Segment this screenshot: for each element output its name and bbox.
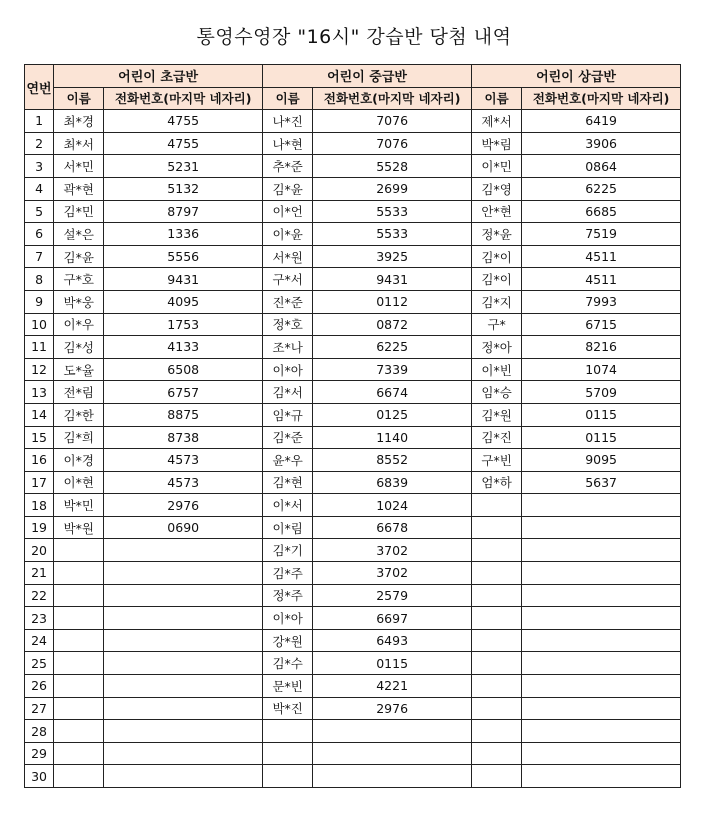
intermediate-phone-cell xyxy=(313,720,472,743)
row-number-cell: 11 xyxy=(25,336,54,359)
advanced-phone-cell xyxy=(522,584,681,607)
beginner-name-cell: 이*우 xyxy=(54,313,104,336)
row-number-cell: 21 xyxy=(25,562,54,585)
table-row xyxy=(25,110,681,133)
advanced-name-cell xyxy=(472,584,522,607)
advanced-phone-cell: 7519 xyxy=(522,223,681,246)
intermediate-phone-cell: 5533 xyxy=(313,223,472,246)
beginner-name-cell: 도*율 xyxy=(54,358,104,381)
beginner-phone-cell xyxy=(104,742,263,765)
beginner-name-cell xyxy=(54,697,104,720)
table-row xyxy=(25,675,681,698)
table-row xyxy=(25,426,681,449)
advanced-name-cell: 제*서 xyxy=(472,110,522,133)
row-number-cell: 29 xyxy=(25,742,54,765)
advanced-name-cell: 구*빈 xyxy=(472,449,522,472)
advanced-phone-cell: 6419 xyxy=(522,110,681,133)
row-number-cell: 9 xyxy=(25,290,54,313)
table-row xyxy=(25,471,681,494)
group-header-intermediate: 어린이 중급반 xyxy=(263,65,472,88)
advanced-name-cell xyxy=(472,516,522,539)
beginner-name-cell xyxy=(54,584,104,607)
advanced-phone-cell xyxy=(522,494,681,517)
table-row xyxy=(25,313,681,336)
advanced-name-cell xyxy=(472,765,522,788)
beginner-name-cell: 김*민 xyxy=(54,200,104,223)
intermediate-name-cell: 문*빈 xyxy=(263,675,313,698)
advanced-phone-cell: 9095 xyxy=(522,449,681,472)
beginner-phone-cell: 2976 xyxy=(104,494,263,517)
intermediate-phone-cell: 6839 xyxy=(313,471,472,494)
intermediate-phone-cell: 6674 xyxy=(313,381,472,404)
advanced-phone-cell: 0115 xyxy=(522,403,681,426)
row-number-cell: 22 xyxy=(25,584,54,607)
row-number-cell: 10 xyxy=(25,313,54,336)
row-number-cell: 12 xyxy=(25,358,54,381)
row-number-cell: 6 xyxy=(25,223,54,246)
advanced-name-cell xyxy=(472,539,522,562)
row-number-cell: 25 xyxy=(25,652,54,675)
advanced-name-cell: 이*빈 xyxy=(472,358,522,381)
advanced-phone-cell: 4511 xyxy=(522,268,681,291)
beginner-phone-cell: 4095 xyxy=(104,290,263,313)
beginner-name-cell: 박*원 xyxy=(54,516,104,539)
beginner-name-cell: 김*성 xyxy=(54,336,104,359)
beginner-name-cell xyxy=(54,629,104,652)
intermediate-phone-cell: 1024 xyxy=(313,494,472,517)
beginner-phone-cell xyxy=(104,720,263,743)
advanced-name-cell xyxy=(472,652,522,675)
beginner-phone-cell: 4573 xyxy=(104,449,263,472)
advanced-name-cell: 정*아 xyxy=(472,336,522,359)
beginner-name-cell xyxy=(54,675,104,698)
advanced-name-cell xyxy=(472,720,522,743)
row-number-cell: 30 xyxy=(25,765,54,788)
beginner-phone-cell: 1336 xyxy=(104,223,263,246)
intermediate-phone-cell: 9431 xyxy=(313,268,472,291)
advanced-phone-cell: 7993 xyxy=(522,290,681,313)
intermediate-phone-cell: 6493 xyxy=(313,629,472,652)
beginner-name-cell xyxy=(54,607,104,630)
beginner-phone-cell xyxy=(104,539,263,562)
row-number-cell: 14 xyxy=(25,403,54,426)
row-number-cell: 20 xyxy=(25,539,54,562)
beginner-phone-cell xyxy=(104,697,263,720)
intermediate-phone-cell: 6697 xyxy=(313,607,472,630)
row-number-cell: 16 xyxy=(25,449,54,472)
intermediate-phone-cell: 3702 xyxy=(313,562,472,585)
intermediate-name-cell: 이*아 xyxy=(263,607,313,630)
row-number-cell: 28 xyxy=(25,720,54,743)
advanced-name-cell xyxy=(472,629,522,652)
beginner-phone-cell: 0690 xyxy=(104,516,263,539)
beginner-phone-cell: 6757 xyxy=(104,381,263,404)
table-row xyxy=(25,629,681,652)
advanced-phone-cell: 5637 xyxy=(522,471,681,494)
advanced-phone-cell xyxy=(522,765,681,788)
advanced-name-cell: 이*민 xyxy=(472,155,522,178)
beginner-name-cell: 최*경 xyxy=(54,110,104,133)
advanced-name-cell xyxy=(472,494,522,517)
table-row xyxy=(25,132,681,155)
beginner-name-cell: 서*민 xyxy=(54,155,104,178)
advanced-phone-cell xyxy=(522,675,681,698)
intermediate-phone-cell xyxy=(313,765,472,788)
beginner-phone-cell: 4573 xyxy=(104,471,263,494)
intermediate-phone-cell: 8552 xyxy=(313,449,472,472)
intermediate-name-cell: 정*주 xyxy=(263,584,313,607)
row-number-cell: 2 xyxy=(25,132,54,155)
advanced-phone-cell xyxy=(522,562,681,585)
table-row xyxy=(25,223,681,246)
table-row xyxy=(25,449,681,472)
intermediate-name-cell: 김*준 xyxy=(263,426,313,449)
advanced-name-cell xyxy=(472,562,522,585)
intermediate-phone-cell: 3925 xyxy=(313,245,472,268)
beginner-phone-cell: 6508 xyxy=(104,358,263,381)
row-number-cell: 13 xyxy=(25,381,54,404)
intermediate-name-cell: 임*규 xyxy=(263,403,313,426)
intermediate-name-cell: 정*호 xyxy=(263,313,313,336)
intermediate-name-cell: 김*윤 xyxy=(263,177,313,200)
intermediate-name-cell: 강*원 xyxy=(263,629,313,652)
advanced-phone-cell xyxy=(522,720,681,743)
intermediate-name-cell: 김*수 xyxy=(263,652,313,675)
advanced-phone-cell xyxy=(522,652,681,675)
beginner-name-cell: 전*림 xyxy=(54,381,104,404)
row-number-cell: 1 xyxy=(25,110,54,133)
beginner-name-cell xyxy=(54,720,104,743)
intermediate-phone-cell: 1140 xyxy=(313,426,472,449)
intermediate-name-cell: 김*기 xyxy=(263,539,313,562)
beginner-phone-cell: 8875 xyxy=(104,403,263,426)
beginner-phone-cell xyxy=(104,607,263,630)
intermediate-name-cell: 나*진 xyxy=(263,110,313,133)
table-row xyxy=(25,584,681,607)
beginner-phone-cell xyxy=(104,584,263,607)
intermediate-name-cell: 진*준 xyxy=(263,290,313,313)
intermediate-phone-cell: 2579 xyxy=(313,584,472,607)
row-number-cell: 4 xyxy=(25,177,54,200)
intermediate-phone-cell: 4221 xyxy=(313,675,472,698)
table-row xyxy=(25,245,681,268)
table-row xyxy=(25,200,681,223)
advanced-phone-cell xyxy=(522,607,681,630)
group-header-beginner: 어린이 초급반 xyxy=(54,65,263,88)
beginner-phone-cell xyxy=(104,562,263,585)
row-number-cell: 18 xyxy=(25,494,54,517)
row-number-cell: 7 xyxy=(25,245,54,268)
advanced-name-cell xyxy=(472,742,522,765)
table-row xyxy=(25,607,681,630)
beginner-name-cell: 박*민 xyxy=(54,494,104,517)
beginner-name-cell: 김*희 xyxy=(54,426,104,449)
table-row xyxy=(25,403,681,426)
row-number-cell: 23 xyxy=(25,607,54,630)
beginner-phone-cell: 4755 xyxy=(104,110,263,133)
advanced-name-cell xyxy=(472,607,522,630)
beginner-name-cell xyxy=(54,539,104,562)
intermediate-phone-cell: 0872 xyxy=(313,313,472,336)
intermediate-name-cell: 이*림 xyxy=(263,516,313,539)
intermediate-phone-cell: 2699 xyxy=(313,177,472,200)
beginner-name-cell: 이*현 xyxy=(54,471,104,494)
row-number-cell: 17 xyxy=(25,471,54,494)
beginner-phone-cell: 1753 xyxy=(104,313,263,336)
row-number-cell: 19 xyxy=(25,516,54,539)
intermediate-name-cell xyxy=(263,742,313,765)
beginner-name-cell xyxy=(54,562,104,585)
advanced-name-cell: 엄*하 xyxy=(472,471,522,494)
table-row xyxy=(25,494,681,517)
table-row xyxy=(25,155,681,178)
advanced-name-cell: 김*이 xyxy=(472,268,522,291)
advanced-name-cell xyxy=(472,675,522,698)
advanced-phone-cell: 8216 xyxy=(522,336,681,359)
advanced-phone-cell: 4511 xyxy=(522,245,681,268)
table-row xyxy=(25,697,681,720)
phone-column-header: 전화번호(마지막 네자리) xyxy=(313,87,472,110)
beginner-name-cell xyxy=(54,742,104,765)
beginner-phone-cell: 5231 xyxy=(104,155,263,178)
name-column-header: 이름 xyxy=(263,87,313,110)
advanced-name-cell: 김*이 xyxy=(472,245,522,268)
intermediate-name-cell: 추*준 xyxy=(263,155,313,178)
intermediate-phone-cell xyxy=(313,742,472,765)
page-title: 통영수영장 "16시" 강습반 당첨 내역 xyxy=(196,26,512,48)
lottery-results-table xyxy=(24,64,681,788)
name-column-header: 이름 xyxy=(472,87,522,110)
advanced-name-cell: 김*영 xyxy=(472,177,522,200)
table-row xyxy=(25,358,681,381)
intermediate-name-cell: 서*원 xyxy=(263,245,313,268)
advanced-phone-cell xyxy=(522,539,681,562)
advanced-name-cell: 정*윤 xyxy=(472,223,522,246)
row-number-cell: 3 xyxy=(25,155,54,178)
intermediate-phone-cell: 0115 xyxy=(313,652,472,675)
beginner-name-cell: 설*은 xyxy=(54,223,104,246)
row-number-cell: 5 xyxy=(25,200,54,223)
advanced-name-cell xyxy=(472,697,522,720)
table-row xyxy=(25,765,681,788)
intermediate-name-cell: 김*서 xyxy=(263,381,313,404)
beginner-name-cell: 구*호 xyxy=(54,268,104,291)
advanced-phone-cell: 0115 xyxy=(522,426,681,449)
advanced-phone-cell: 5709 xyxy=(522,381,681,404)
beginner-name-cell: 김*한 xyxy=(54,403,104,426)
intermediate-name-cell: 김*현 xyxy=(263,471,313,494)
table-row xyxy=(25,177,681,200)
intermediate-name-cell: 나*현 xyxy=(263,132,313,155)
table-row xyxy=(25,381,681,404)
intermediate-phone-cell: 7339 xyxy=(313,358,472,381)
beginner-phone-cell: 9431 xyxy=(104,268,263,291)
table-row xyxy=(25,742,681,765)
intermediate-phone-cell: 0125 xyxy=(313,403,472,426)
row-number-cell: 24 xyxy=(25,629,54,652)
intermediate-phone-cell: 7076 xyxy=(313,132,472,155)
intermediate-phone-cell: 7076 xyxy=(313,110,472,133)
table-row xyxy=(25,336,681,359)
intermediate-name-cell: 이*서 xyxy=(263,494,313,517)
table-row xyxy=(25,539,681,562)
row-number-cell: 26 xyxy=(25,675,54,698)
advanced-name-cell: 김*지 xyxy=(472,290,522,313)
phone-column-header: 전화번호(마지막 네자리) xyxy=(104,87,263,110)
beginner-phone-cell xyxy=(104,765,263,788)
advanced-name-cell: 박*림 xyxy=(472,132,522,155)
advanced-phone-cell: 6225 xyxy=(522,177,681,200)
beginner-phone-cell: 8797 xyxy=(104,200,263,223)
table-row xyxy=(25,516,681,539)
advanced-phone-cell xyxy=(522,629,681,652)
beginner-name-cell: 박*웅 xyxy=(54,290,104,313)
advanced-name-cell: 안*현 xyxy=(472,200,522,223)
table-row xyxy=(25,720,681,743)
row-number-header: 연번 xyxy=(25,65,54,110)
advanced-name-cell: 임*승 xyxy=(472,381,522,404)
intermediate-name-cell: 조*나 xyxy=(263,336,313,359)
intermediate-name-cell: 구*서 xyxy=(263,268,313,291)
intermediate-name-cell: 김*주 xyxy=(263,562,313,585)
advanced-name-cell: 김*원 xyxy=(472,403,522,426)
intermediate-phone-cell: 2976 xyxy=(313,697,472,720)
advanced-phone-cell xyxy=(522,742,681,765)
beginner-name-cell xyxy=(54,652,104,675)
beginner-phone-cell xyxy=(104,652,263,675)
intermediate-name-cell: 이*언 xyxy=(263,200,313,223)
phone-column-header: 전화번호(마지막 네자리) xyxy=(522,87,681,110)
table-row xyxy=(25,268,681,291)
advanced-phone-cell: 6685 xyxy=(522,200,681,223)
beginner-phone-cell: 5556 xyxy=(104,245,263,268)
advanced-phone-cell xyxy=(522,516,681,539)
beginner-name-cell: 최*서 xyxy=(54,132,104,155)
intermediate-name-cell: 이*아 xyxy=(263,358,313,381)
intermediate-phone-cell: 5533 xyxy=(313,200,472,223)
beginner-name-cell: 곽*현 xyxy=(54,177,104,200)
beginner-phone-cell xyxy=(104,675,263,698)
advanced-phone-cell: 1074 xyxy=(522,358,681,381)
intermediate-phone-cell: 0112 xyxy=(313,290,472,313)
intermediate-phone-cell: 6678 xyxy=(313,516,472,539)
intermediate-phone-cell: 5528 xyxy=(313,155,472,178)
intermediate-name-cell xyxy=(263,720,313,743)
table-body xyxy=(25,110,681,788)
intermediate-name-cell xyxy=(263,765,313,788)
row-number-cell: 27 xyxy=(25,697,54,720)
table-row xyxy=(25,562,681,585)
beginner-phone-cell: 5132 xyxy=(104,177,263,200)
intermediate-phone-cell: 6225 xyxy=(313,336,472,359)
table-row xyxy=(25,290,681,313)
row-number-cell: 15 xyxy=(25,426,54,449)
beginner-name-cell: 김*윤 xyxy=(54,245,104,268)
advanced-phone-cell: 3906 xyxy=(522,132,681,155)
beginner-name-cell: 이*경 xyxy=(54,449,104,472)
group-header-advanced: 어린이 상급반 xyxy=(472,65,681,88)
beginner-name-cell xyxy=(54,765,104,788)
row-number-cell: 8 xyxy=(25,268,54,291)
table-row xyxy=(25,652,681,675)
beginner-phone-cell: 4133 xyxy=(104,336,263,359)
intermediate-name-cell: 윤*우 xyxy=(263,449,313,472)
beginner-phone-cell xyxy=(104,629,263,652)
advanced-name-cell: 구* xyxy=(472,313,522,336)
advanced-phone-cell: 6715 xyxy=(522,313,681,336)
advanced-name-cell: 김*진 xyxy=(472,426,522,449)
intermediate-phone-cell: 3702 xyxy=(313,539,472,562)
advanced-phone-cell xyxy=(522,697,681,720)
intermediate-name-cell: 박*진 xyxy=(263,697,313,720)
intermediate-name-cell: 이*윤 xyxy=(263,223,313,246)
name-column-header: 이름 xyxy=(54,87,104,110)
beginner-phone-cell: 8738 xyxy=(104,426,263,449)
beginner-phone-cell: 4755 xyxy=(104,132,263,155)
advanced-phone-cell: 0864 xyxy=(522,155,681,178)
